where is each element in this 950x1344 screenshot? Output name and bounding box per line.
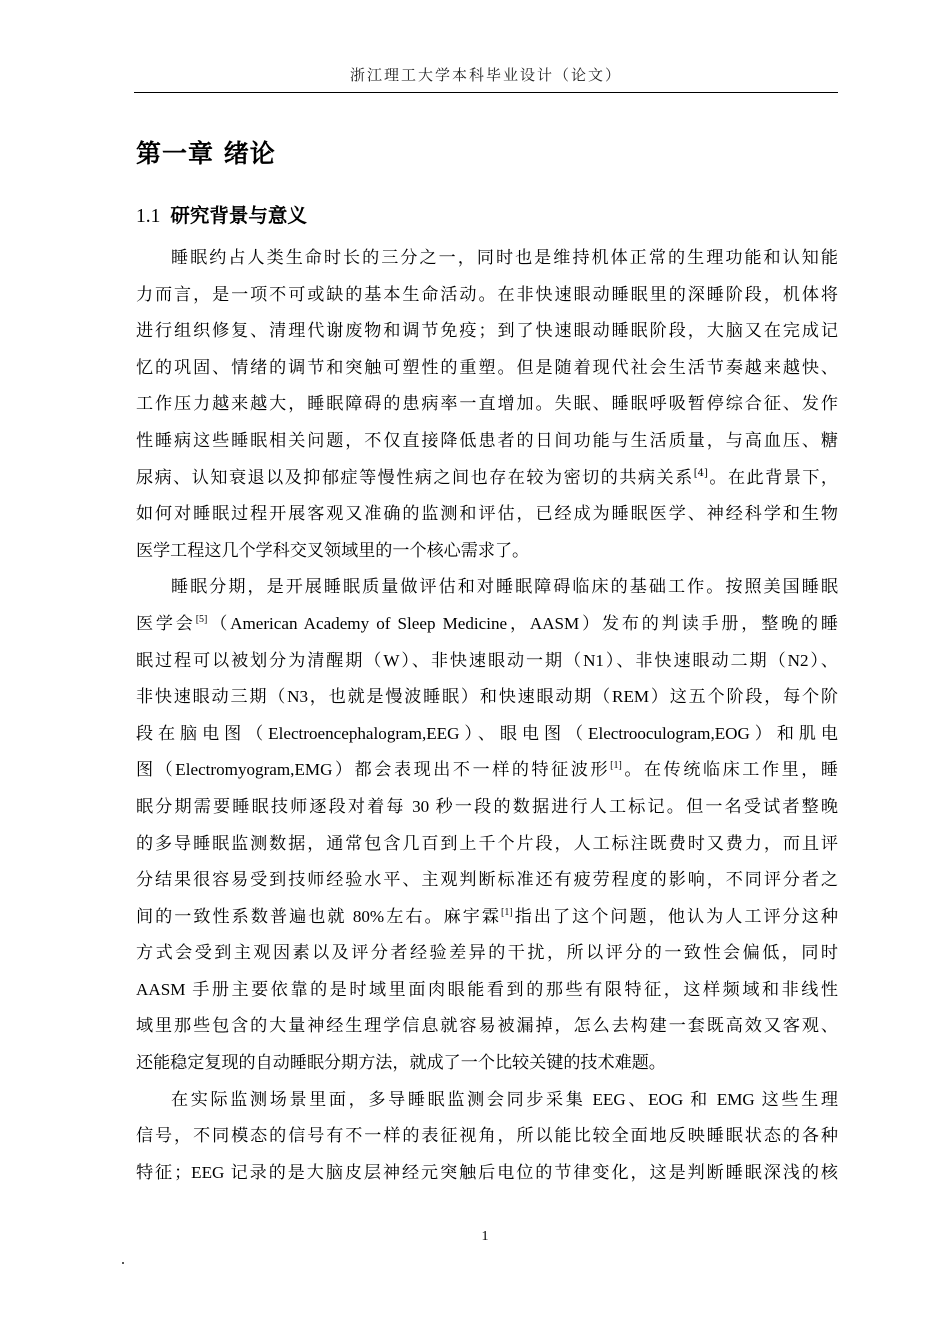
text-line: 眠分期需要睡眠技师逐段对着每 30 秒一段的数据进行人工标记。但一名受试者整晚	[136, 796, 838, 816]
text-line: 睡眠约占人类生命时长的三分之一，同时也是维持机体正常的生理功能和认知能	[171, 248, 838, 268]
text-line: 还能稳定复现的自动睡眠分期方法，就成了一个比较关键的技术难题。	[136, 1053, 666, 1074]
text-line: 信号，不同模态的信号有不一样的表征视角，所以能比较全面地反映睡眠状态的各种	[136, 1126, 838, 1147]
section-number: 1.1	[136, 206, 161, 227]
section-heading	[136, 200, 307, 228]
text-line: 进行组织修复、清理代谢废物和调节免疫；到了快速眼动睡眠阶段，大脑又在完成记	[136, 321, 838, 342]
text-line: 力而言，是一项不可或缺的基本生命活动。在非快速眼动睡眠里的深睡阶段，机体将	[136, 284, 838, 305]
running-header: 浙江理工大学本科毕业设计（论文）	[349, 66, 622, 84]
text-line: 非快速眼动三期（N3，也就是慢波睡眠）和快速眼动期（REM）这五个阶段，每个阶	[136, 687, 838, 707]
section-title: 研究背景与意义	[170, 204, 307, 227]
text-line: 段在脑电图（Electroencephalogram,EEG）、眼电图（Electrooculogram,EOG）和肌电	[136, 723, 838, 743]
citation: [1]	[501, 906, 513, 918]
text-line: 方式会受到主观因素以及评分者经验差异的干扰，所以评分的一致性会偏低，同时	[136, 943, 838, 964]
text-line: 如何对睡眠过程开展客观又准确的监测和评估，已经成为睡眠医学、神经科学和生物	[136, 504, 838, 525]
text-line: 医学会[5]（American Academy of Sleep Medicine，AASM）发布的判读手册，整晚的睡	[136, 613, 839, 633]
citation: [4]	[693, 467, 708, 479]
chapter-title: 第一章 绪论	[136, 139, 276, 168]
page-mark	[122, 1262, 124, 1264]
text-line: 特征；EEG 记录的是大脑皮层神经元突触后电位的节律变化，这是判断睡眠深浅的核	[136, 1162, 838, 1182]
text-line: AASM 手册主要依靠的是时域里面肉眼能看到的那些有限特征，这样频域和非线性	[136, 979, 838, 999]
text-line: 的多导睡眠监测数据，通常包含几百到上千个片段，人工标注既费时又费力，而且评	[136, 833, 838, 854]
text-line: 睡眠分期，是开展睡眠质量做评估和对睡眠障碍临床的基础工作。按照美国睡眠	[171, 577, 838, 598]
text-line: 在实际监测场景里面，多导睡眠监测会同步采集 EEG、EOG 和 EMG 这些生理	[171, 1089, 838, 1109]
page-number: 1	[481, 1229, 489, 1244]
text-line: 性睡病这些睡眠相关问题，不仅直接降低患者的日间功能与生活质量，与高血压、糖	[136, 430, 838, 451]
text-line: 间的一致性系数普遍也就 80%左右。麻宇霖[1]指出了这个问题，他认为人工评分这种	[136, 906, 839, 926]
citation: [1]	[610, 760, 622, 772]
header-rule	[134, 92, 838, 93]
text-line: 尿病、认知衰退以及抑郁症等慢性病之间也存在较为密切的共病关系[4]。在此背景下，	[136, 467, 839, 488]
text-line: 图（Electromyogram,EMG）都会表现出不一样的特征波形[1]。在传统临床工作里，睡	[136, 760, 838, 780]
text-line: 医学工程这几个学科交叉领域里的一个核心需求了。	[136, 540, 530, 561]
text-line: 工作压力越来越大，睡眠障碍的患病率一直增加。失眠、睡眠呼吸暂停综合征、发作	[136, 394, 838, 415]
text-line: 分结果很容易受到技师经验水平、主观判断标准还有疲劳程度的影响，不同评分者之	[136, 870, 838, 891]
text-line: 忆的巩固、情绪的调节和突触可塑性的重塑。但是随着现代社会生活节奏越来越快、	[136, 357, 838, 378]
citation: [5]	[195, 613, 208, 625]
text-line: 域里那些包含的大量神经生理学信息就容易被漏掉，怎么去构建一套既高效又客观、	[136, 1016, 838, 1037]
body-text	[136, 240, 838, 1191]
text-line: 眠过程可以被划分为清醒期（W）、非快速眼动一期（N1）、非快速眼动二期（N2）、	[136, 650, 838, 670]
